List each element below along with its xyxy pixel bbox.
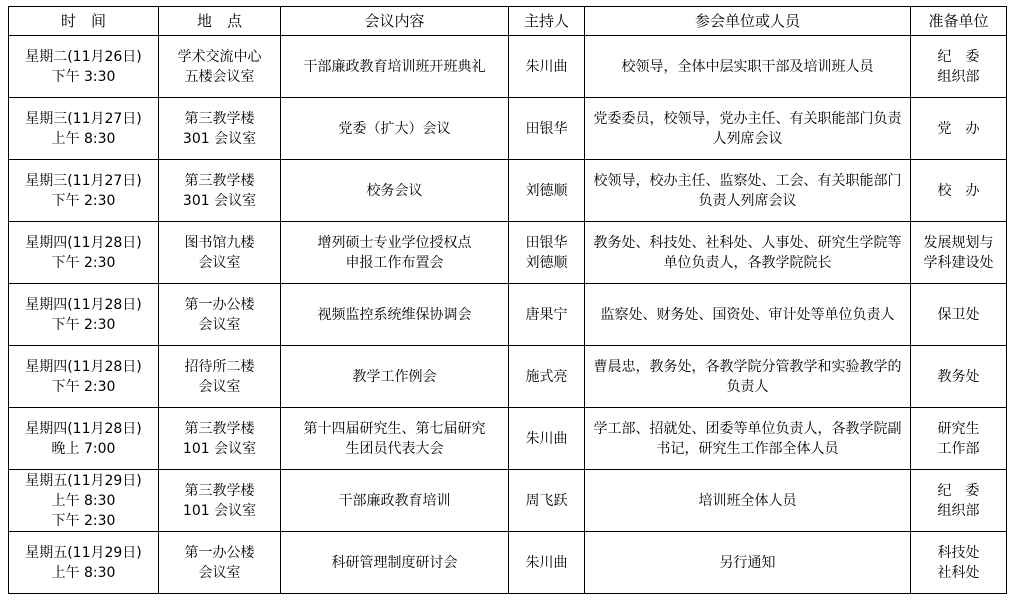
- cell-prep: [911, 36, 1007, 98]
- cell-prep: [911, 284, 1007, 346]
- content-text: 增列硕士专业学位授权点: [317, 234, 472, 251]
- prep-text: 组织部: [937, 502, 980, 519]
- prep-text: 学科建设处: [923, 254, 994, 271]
- time-text: 星期四(11月28日): [25, 234, 142, 251]
- cell-time: [9, 222, 159, 284]
- cell-attendees: [585, 98, 911, 160]
- cell-prep: [911, 532, 1007, 594]
- table-row: [9, 98, 1007, 160]
- content-text: 教学工作例会: [352, 368, 437, 385]
- cell-content: [281, 284, 509, 346]
- content-text: 干部廉政教育培训: [338, 492, 451, 509]
- cell-attendees: [585, 160, 911, 222]
- place-text: 第三教学楼: [184, 482, 255, 499]
- prep-text: 科技处: [937, 544, 980, 561]
- attendees-text: 校领导，全体中层实职干部及培训班人员: [621, 58, 874, 75]
- cell-place: [159, 284, 281, 346]
- place-text: 第三教学楼: [184, 110, 255, 127]
- prep-text: 发展规划与: [923, 234, 994, 251]
- attendees-text: 监察处、财务处、国资处、审计处等单位负责人: [600, 306, 895, 323]
- cell-content: [281, 160, 509, 222]
- cell-prep: [911, 160, 1007, 222]
- place-text: 第三教学楼: [184, 172, 255, 189]
- cell-place: [159, 408, 281, 470]
- time-text: 星期五(11月29日): [25, 472, 142, 489]
- header-host: 主持人: [509, 7, 585, 36]
- cell-prep: [911, 408, 1007, 470]
- cell-place: [159, 346, 281, 408]
- meeting-schedule-table: [8, 6, 1007, 594]
- header-time: 时 间: [9, 7, 159, 36]
- cell-prep: [911, 222, 1007, 284]
- time-text: 星期四(11月28日): [25, 296, 142, 313]
- cell-time: [9, 346, 159, 408]
- time-text: 晚上 7:00: [51, 440, 116, 457]
- place-text: 招待所二楼: [184, 358, 255, 375]
- cell-time: [9, 98, 159, 160]
- cell-host: [509, 408, 585, 470]
- cell-time: [9, 532, 159, 594]
- header-row: [9, 7, 1007, 36]
- time-text: 上午 8:30: [51, 130, 116, 147]
- cell-host: [509, 284, 585, 346]
- table-row: [9, 36, 1007, 98]
- cell-time: [9, 408, 159, 470]
- host-text: 刘德顺: [525, 182, 568, 199]
- cell-content: [281, 470, 509, 532]
- cell-host: [509, 36, 585, 98]
- cell-place: [159, 36, 281, 98]
- host-text: 田银华: [525, 120, 568, 137]
- cell-attendees: [585, 284, 911, 346]
- attendees-text: 党委委员，校领导，党办主任、有关职能部门负责人列席会议: [593, 110, 902, 147]
- content-text: 党委（扩大）会议: [338, 120, 451, 137]
- prep-text: 教务处: [937, 368, 980, 385]
- prep-text: 工作部: [937, 440, 980, 457]
- place-text: 第三教学楼: [184, 420, 255, 437]
- time-text: 星期三(11月27日): [25, 110, 142, 127]
- time-text: 星期四(11月28日): [25, 358, 142, 375]
- place-text: 第一办公楼: [184, 296, 255, 313]
- table-row: [9, 470, 1007, 532]
- time-text: 星期五(11月29日): [25, 544, 142, 561]
- place-text: 第一办公楼: [184, 544, 255, 561]
- prep-text: 党 办: [937, 120, 980, 137]
- content-text: 干部廉政教育培训班开班典礼: [303, 58, 486, 75]
- prep-text: 校 办: [937, 182, 980, 199]
- place-text: 会议室: [198, 378, 241, 395]
- time-text: 下午 2:30: [51, 254, 116, 271]
- cell-host: [509, 222, 585, 284]
- cell-time: [9, 36, 159, 98]
- place-text: 101 会议室: [182, 502, 257, 519]
- attendees-text: 教务处、科技处、社科处、人事处、研究生学院等单位负责人，各教学院院长: [593, 234, 902, 271]
- content-text: 科研管理制度研讨会: [331, 554, 458, 571]
- place-text: 301 会议室: [182, 192, 257, 209]
- table-body: [9, 36, 1007, 594]
- attendees-text: 校领导，校办主任、监察处、工会、有关职能部门负责人列席会议: [593, 172, 902, 209]
- cell-place: [159, 470, 281, 532]
- attendees-text: 曹晨忠，教务处，各教学院分管教学和实验教学的负责人: [593, 358, 902, 395]
- cell-attendees: [585, 346, 911, 408]
- place-text: 学术交流中心: [177, 48, 262, 65]
- cell-host: [509, 346, 585, 408]
- cell-content: [281, 408, 509, 470]
- cell-content: [281, 36, 509, 98]
- header-place: 地 点: [159, 7, 281, 36]
- place-text: 五楼会议室: [184, 68, 255, 85]
- host-text: 刘德顺: [525, 254, 568, 271]
- table-row: [9, 222, 1007, 284]
- attendees-text: 培训班全体人员: [698, 492, 797, 509]
- header-attendees: 参会单位或人员: [585, 7, 911, 36]
- prep-text: 纪 委: [937, 482, 980, 499]
- cell-place: [159, 222, 281, 284]
- host-text: 朱川曲: [525, 430, 568, 447]
- time-text: 星期四(11月28日): [25, 420, 142, 437]
- cell-place: [159, 160, 281, 222]
- content-text: 视频监控系统维保协调会: [317, 306, 472, 323]
- host-text: 施式亮: [525, 368, 568, 385]
- host-text: 朱川曲: [525, 554, 568, 571]
- content-text: 第十四届研究生、第七届研究: [303, 420, 486, 437]
- prep-text: 纪 委: [937, 48, 980, 65]
- time-text: 下午 2:30: [51, 378, 116, 395]
- cell-host: [509, 470, 585, 532]
- cell-content: [281, 98, 509, 160]
- cell-attendees: [585, 408, 911, 470]
- cell-attendees: [585, 222, 911, 284]
- prep-text: 社科处: [937, 564, 980, 581]
- table-row: [9, 346, 1007, 408]
- host-text: 周飞跃: [525, 492, 568, 509]
- cell-time: [9, 284, 159, 346]
- cell-content: [281, 222, 509, 284]
- time-text: 下午 3:30: [51, 68, 116, 85]
- cell-prep: [911, 470, 1007, 532]
- cell-attendees: [585, 470, 911, 532]
- attendees-text: 学工部、招就处、团委等单位负责人，各教学院副书记，研究生工作部全体人员: [593, 420, 902, 457]
- time-text: 星期二(11月26日): [25, 48, 142, 65]
- cell-attendees: [585, 532, 911, 594]
- place-text: 会议室: [198, 316, 241, 333]
- host-text: 田银华: [525, 234, 568, 251]
- place-text: 301 会议室: [182, 130, 257, 147]
- time-text: 上午 8:30: [51, 492, 116, 509]
- cell-host: [509, 98, 585, 160]
- time-text: 下午 2:30: [51, 316, 116, 333]
- table-row: [9, 532, 1007, 594]
- time-text: 下午 2:30: [51, 192, 116, 209]
- header-content: 会议内容: [281, 7, 509, 36]
- cell-prep: [911, 98, 1007, 160]
- cell-time: [9, 470, 159, 532]
- content-text: 申报工作布置会: [345, 254, 444, 271]
- table-row: [9, 408, 1007, 470]
- cell-prep: [911, 346, 1007, 408]
- cell-host: [509, 160, 585, 222]
- prep-text: 研究生: [937, 420, 980, 437]
- prep-text: 保卫处: [937, 306, 980, 323]
- host-text: 朱川曲: [525, 58, 568, 75]
- prep-text: 组织部: [937, 68, 980, 85]
- header-prep: 准备单位: [911, 7, 1007, 36]
- host-text: 唐果宁: [525, 306, 568, 323]
- cell-attendees: [585, 36, 911, 98]
- cell-time: [9, 160, 159, 222]
- place-text: 101 会议室: [182, 440, 257, 457]
- place-text: 会议室: [198, 564, 241, 581]
- table-row: [9, 284, 1007, 346]
- table-row: [9, 160, 1007, 222]
- time-text: 星期三(11月27日): [25, 172, 142, 189]
- time-text: 上午 8:30: [51, 564, 116, 581]
- content-text: 生团员代表大会: [345, 440, 444, 457]
- cell-content: [281, 532, 509, 594]
- cell-content: [281, 346, 509, 408]
- place-text: 图书馆九楼: [184, 234, 255, 251]
- content-text: 校务会议: [366, 182, 423, 199]
- place-text: 会议室: [198, 254, 241, 271]
- attendees-text: 另行通知: [719, 554, 776, 571]
- cell-place: [159, 532, 281, 594]
- cell-place: [159, 98, 281, 160]
- time-text: 下午 2:30: [51, 512, 116, 529]
- cell-host: [509, 532, 585, 594]
